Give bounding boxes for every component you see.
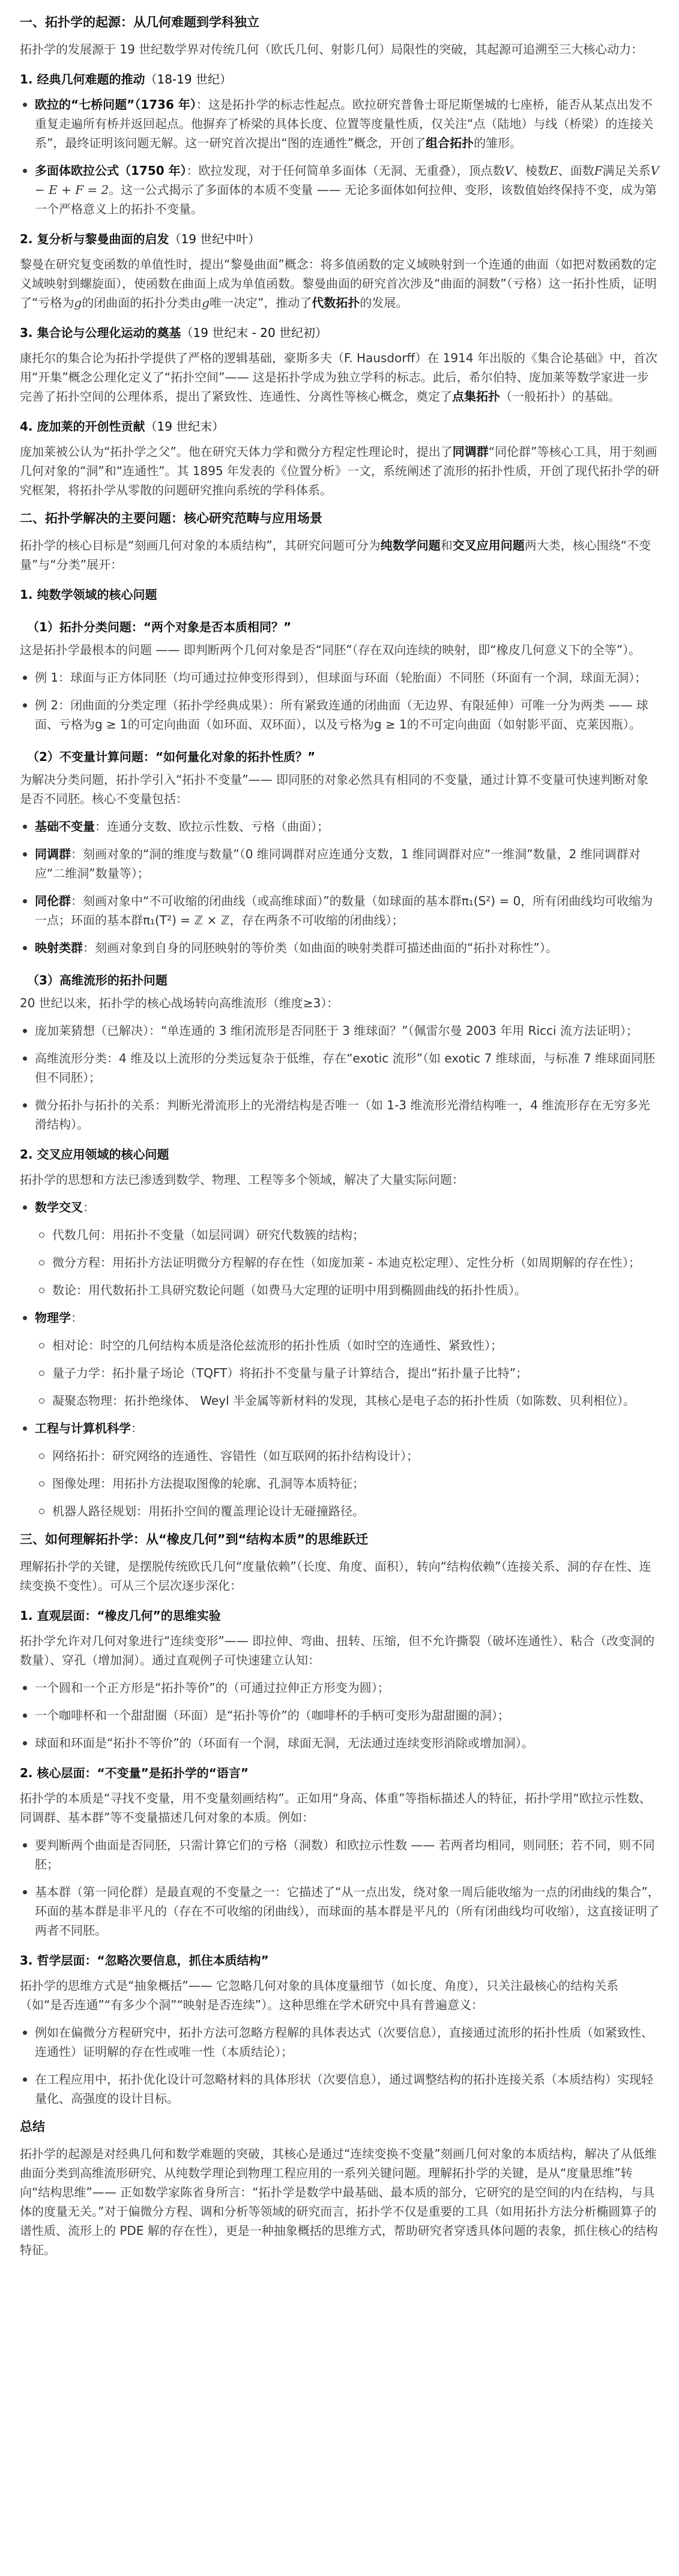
sub-list	[35, 1446, 660, 1521]
s3-sub2-title: 2. 核心层面：“不变量”是拓扑学的“语言”	[20, 1766, 249, 1780]
s2-q1-text: 这是拓扑学最根本的问题 —— 即判断两个几何对象是否“同胚”（存在双向连续的映射，即“橡皮几何意义下的全等”）。	[20, 643, 641, 657]
sub-list-item: 微分方程：用拓扑方法证明微分方程解的存在性（如庞加莱 - 本迪克松定理）、定性分析（如周期解的存在性）；	[35, 1253, 660, 1272]
sub-list-item: 网络拓扑：研究网络的连通性、容错性（如互联网的拓扑结构设计）；	[35, 1446, 660, 1465]
s2-q3-title: （3）高维流形的拓扑问题	[27, 973, 167, 987]
section-2-title: 二、拓扑学解决的主要问题：核心研究范畴与应用场景	[20, 511, 322, 526]
s3-sub2-list	[20, 1835, 660, 1940]
s1-sub1-list	[20, 95, 660, 219]
sub-list-item: 数论：用代数拓扑工具研究数论问题（如费马大定理的证明中用到椭圆曲线的拓扑性质）。	[35, 1280, 660, 1300]
s2-sub2-list	[20, 1198, 660, 1521]
s2-q3-list	[20, 1021, 660, 1134]
s1-sub3-text: 康托尔的集合论为拓扑学提供了严格的逻辑基础，豪斯多夫（F. Hausdorff）在 1914 年出版的《集合论基础》中，首次用“开集”概念公理化定义了“拓扑空间”—— 这是拓扑学成为独立学科的标志。此后，希尔伯特、庞加莱等数学家进一步完善了拓扑空间的公理体系，提出了紧致性、连通性、分离性等核心概念，奠定了点集拓扑（一般拓扑）的基础。	[20, 351, 657, 404]
summary-title: 总结	[20, 2120, 45, 2134]
list-item: 例 1：球面与正方体同胚（均可通过拉伸变形得到），但球面与环面（轮胎面）不同胚（环面有一个洞，球面无洞）；	[20, 668, 660, 687]
sub-list-item: 图像处理：用拓扑方法提取图像的轮廓、孔洞等本质特征；	[35, 1474, 660, 1493]
list-item: 同伦群：刻画对象中“不可收缩的闭曲线（或高维球面）”的数量（如球面的基本群π₁(S²) = 0，所有闭曲线均可收缩为一点；环面的基本群π₁(T²) = ℤ × ℤ，存在两条不可收缩的闭曲线）；	[20, 891, 660, 930]
list-item: 例 2：闭曲面的分类定理（拓扑学经典成果）：所有紧致连通的闭曲面（无边界、有限延伸）可唯一分为两类 —— 球面、亏格为g ≥ 1的可定向曲面（如环面、双环面），以及亏格为g ≥ 1的不可定向曲面（如射影平面、克莱因瓶）。	[20, 696, 660, 734]
list-item: 基础不变量：连通分支数、欧拉示性数、亏格（曲面）；	[20, 817, 660, 836]
s2-sub1-title: 1. 纯数学领域的核心问题	[20, 587, 157, 602]
sub-list	[35, 1336, 660, 1410]
s3-sub2-text: 拓扑学的本质是“寻找不变量，用不变量刻画结构”。正如用“身高、体重”等指标描述人的特征，拓扑学用“欧拉示性数、同调群、基本群”等不变量描述几何对象的本质。例如：	[20, 1791, 651, 1825]
s3-sub3-title: 3. 哲学层面：“忽略次要信息，抓住本质结构”	[20, 1953, 269, 1968]
list-item: 庞加莱猜想（已解决）：“单连通的 3 维闭流形是否同胚于 3 维球面？”（佩雷尔曼 2003 年用 Ricci 流方法证明）；	[20, 1021, 660, 1040]
s2-q2-title: （2）不变量计算问题：“如何量化对象的拓扑性质？”	[27, 750, 316, 764]
s3-sub1-text: 拓扑学允许对几何对象进行“连续变形”—— 即拉伸、弯曲、扭转、压缩，但不允许撕裂（破坏连通性）、粘合（改变洞的数量）、穿孔（增加洞）。通过直观例子可快速建立认知：	[20, 1634, 655, 1667]
s2-sub2-title: 2. 交叉应用领域的核心问题	[20, 1147, 169, 1162]
s2-sub2-text: 拓扑学的思想和方法已渗透到数学、物理、工程等多个领域，解决了大量实际问题：	[20, 1172, 464, 1187]
s2-q2-text: 为解决分类问题，拓扑学引入“拓扑不变量”—— 即同胚的对象必然具有相同的不变量，通过计算不变量可快速判断对象是否不同胚。核心不变量包括：	[20, 772, 649, 806]
section-3-title: 三、如何理解拓扑学：从“橡皮几何”到“结构本质”的思维跃迁	[20, 1532, 369, 1547]
sub-list-item: 代数几何：用拓扑不变量（如层同调）研究代数簇的结构；	[35, 1225, 660, 1244]
s1-sub4-title: 4. 庞加莱的开创性贡献（19 世纪末）	[20, 419, 225, 434]
s1-sub2-title: 2. 复分析与黎曼曲面的启发（19 世纪中叶）	[20, 232, 261, 246]
list-item: 多面体欧拉公式（1750 年）：欧拉发现，对于任何简单多面体（无洞、无重叠），顶点数V、棱数E、面数F满足关系V − E + F = 2。这一公式揭示了多面体的本质不变量 —— 无论多面体如何拉伸、变形，该数值始终保持不变，成为第一个严格意义上的拓扑不变量。	[20, 161, 660, 219]
list-item: 高维流形分类：4 维及以上流形的分类远复杂于低维，存在“exotic 流形”（如 exotic 7 维球面，与标准 7 维球面同胚但不同胚）；	[20, 1049, 660, 1087]
s3-sub1-title: 1. 直观层面：“橡皮几何”的思维实验	[20, 1608, 221, 1623]
list-item: 工程与计算机科学： 网络拓扑：研究网络的连通性、容错性（如互联网的拓扑结构设计）； 图像处理：用拓扑方法提取图像的轮廓、孔洞等本质特征； 机器人路径规划：用拓扑空间的覆盖理论设计无碰撞路径。	[20, 1419, 660, 1521]
s1-sub4-text: 庞加莱被公认为“拓扑学之父”。他在研究天体力学和微分方程定性理论时，提出了同调群“同伦群”等核心工具，用于刻画几何对象的“洞”和“连通性”。其 1895 年发表的《位置分析》一文，系统阐述了流形的拓扑性质，开创了现代拓扑学的研究框架，将拓扑学从零散的问题研究推向系统的学科体系。	[20, 444, 660, 497]
euler-formula: V − E + F = 2	[35, 163, 660, 197]
s3-sub3-text: 拓扑学的思维方式是“抽象概括”—— 它忽略几何对象的具体度量细节（如长度、角度），只关注最核心的结构关系（如“是否连通”“有多少个洞”“映射是否连续”）。这种思维在学术研究中具有普遍意义：	[20, 1978, 619, 2012]
section-2-intro: 拓扑学的核心目标是“刻画几何对象的本质结构”，其研究问题可分为纯数学问题和交叉应用问题两大类，核心围绕“不变量”与“分类”展开：	[20, 538, 651, 572]
s1-sub1-title: 1. 经典几何难题的推动（18-19 世纪）	[20, 72, 232, 86]
list-item: 映射类群：刻画对象到自身的同胚映射的等价类（如曲面的映射类群可描述曲面的“拓扑对称性”）。	[20, 938, 660, 957]
s3-sub3-list	[20, 2023, 660, 2108]
list-item: 例如在偏微分方程研究中，拓扑方法可忽略方程解的具体表达式（次要信息），直接通过流形的拓扑性质（如紧致性、连通性）证明解的存在性或唯一性（本质结论）；	[20, 2023, 660, 2061]
list-item: 基本群（第一同伦群）是最直观的不变量之一：它描述了“从一点出发，绕对象一周后能收缩为一点的闭曲线的集合”，环面的基本群是非平凡的（存在不可收缩的闭曲线），而球面的基本群是平凡的（所有闭曲线均可收缩），这直接证明了两者不同胚。	[20, 1882, 660, 1940]
s1-sub2-text: 黎曼在研究复变函数的单值性时，提出“黎曼曲面”概念：将多值函数的定义域映射到一个连通的曲面（如把对数函数的定义域映射到螺旋面），使函数在曲面上成为单值函数。黎曼曲面的研究首次涉及“曲面的洞数”（亏格）这一拓扑性质，证明了“亏格为g的闭曲面的拓扑分类由g唯一决定”，推动了代数拓扑的发展。	[20, 257, 657, 310]
section-1-intro: 拓扑学的发展源于 19 世纪数学界对传统几何（欧氏几何、射影几何）局限性的突破，其起源可追溯至三大核心动力：	[20, 42, 644, 56]
s2-q1-title: （1）拓扑分类问题：“两个对象是否本质相同？”	[27, 620, 292, 634]
sub-list-item: 机器人路径规划：用拓扑空间的覆盖理论设计无碰撞路径。	[35, 1502, 660, 1521]
list-item: 物理学： 相对论：时空的几何结构本质是洛伦兹流形的拓扑性质（如时空的连通性、紧致性）； 量子力学：拓扑量子场论（TQFT）将拓扑不变量与量子计算结合，提出“拓扑量子比特”； 凝聚态物理：拓扑绝缘体、 Weyl 半金属等新材料的发现，其核心是电子态的拓扑性质（如陈数、贝利相位）。	[20, 1308, 660, 1410]
summary-text: 拓扑学的起源是对经典几何和数学难题的突破，其核心是通过“连续变换不变量”刻画几何对象的本质结构，解决了从低维曲面分类到高维流形研究、从纯数学理论到物理工程应用的一系列关键问题。理解拓扑学的关键，是从“度量思维”转向“结构思维”—— 正如数学家陈省身所言：“拓扑学是数学中最基础、最本质的部分，它研究的是空间的内在结构，与具体的度量无关。”对于偏微分方程、调和分析等领域的研究而言，拓扑学不仅是重要的工具（如用拓扑方法分析椭圆算子的谱性质、流形上的 PDE 解的存在性），更是一种抽象概括的思维方式，帮助研究者穿透具体问题的表象，抓住核心的结构特征。	[20, 2147, 658, 2257]
list-item: 一个咖啡杯和一个甜甜圈（环面）是“拓扑等价”的（咖啡杯的手柄可变形为甜甜圈的洞）；	[20, 1706, 660, 1725]
list-item: 微分拓扑与拓扑的关系：判断光滑流形上的光滑结构是否唯一（如 1-3 维流形光滑结构唯一，4 维流形存在无穷多光滑结构）。	[20, 1096, 660, 1134]
sub-list	[35, 1225, 660, 1300]
sub-list-item: 量子力学：拓扑量子场论（TQFT）将拓扑不变量与量子计算结合，提出“拓扑量子比特”；	[35, 1363, 660, 1383]
list-item: 要判断两个曲面是否同胚，只需计算它们的亏格（洞数）和欧拉示性数 —— 若两者均相同，则同胚；若不同，则不同胚；	[20, 1835, 660, 1874]
section-1-title: 一、拓扑学的起源：从几何难题到学科独立	[20, 15, 259, 29]
list-item: 球面和环面是“拓扑不等价”的（环面有一个洞，球面无洞，无法通过连续变形消除或增加洞）。	[20, 1733, 660, 1753]
s2-q1-list	[20, 668, 660, 734]
list-item: 一个圆和一个正方形是“拓扑等价”的（可通过拉伸正方形变为圆）；	[20, 1678, 660, 1697]
list-item: 同调群：刻画对象的“洞的维度与数量”（0 维同调群对应连通分支数，1 维同调群对应“一维洞”数量，2 维同调群对应“二维洞”数量等）；	[20, 844, 660, 883]
section-3-intro: 理解拓扑学的关键，是摆脱传统欧氏几何“度量依赖”（长度、角度、面积），转向“结构依赖”（连接关系、洞的存在性、连续变换不变性）。可从三个层次逐步深化：	[20, 1559, 651, 1593]
s2-q3-text: 20 世纪以来，拓扑学的核心战场转向高维流形（维度≥3）：	[20, 996, 339, 1010]
sub-list-item: 凝聚态物理：拓扑绝缘体、 Weyl 半金属等新材料的发现，其核心是电子态的拓扑性质（如陈数、贝利相位）。	[35, 1391, 660, 1410]
s1-sub3-title: 3. 集合论与公理化运动的奠基（19 世纪末 - 20 世纪初）	[20, 326, 328, 340]
s2-q2-list	[20, 817, 660, 957]
s3-sub1-list	[20, 1678, 660, 1753]
list-item: 数学交叉： 代数几何：用拓扑不变量（如层同调）研究代数簇的结构； 微分方程：用拓扑方法证明微分方程解的存在性（如庞加莱 - 本迪克松定理）、定性分析（如周期解的存在性）； 数论：用代数拓扑工具研究数论问题（如费马大定理的证明中用到椭圆曲线的拓扑性质）。	[20, 1198, 660, 1300]
list-item: 欧拉的“七桥问题”（1736 年）：这是拓扑学的标志性起点。欧拉研究普鲁士哥尼斯堡城的七座桥，能否从某点出发不重复走遍所有桥并返回起点。他摒弃了桥梁的具体长度、位置等度量性质，仅关注“点（陆地）与线（桥梁）的连接关系”，最终证明该问题无解。这一研究首次提出“图的连通性”概念，开创了组合拓扑的雏形。	[20, 95, 660, 153]
list-item: 在工程应用中，拓扑优化设计可忽略材料的具体形状（次要信息），通过调整结构的拓扑连接关系（本质结构）实现轻量化、高强度的设计目标。	[20, 2070, 660, 2108]
sub-list-item: 相对论：时空的几何结构本质是洛伦兹流形的拓扑性质（如时空的连通性、紧致性）；	[35, 1336, 660, 1355]
